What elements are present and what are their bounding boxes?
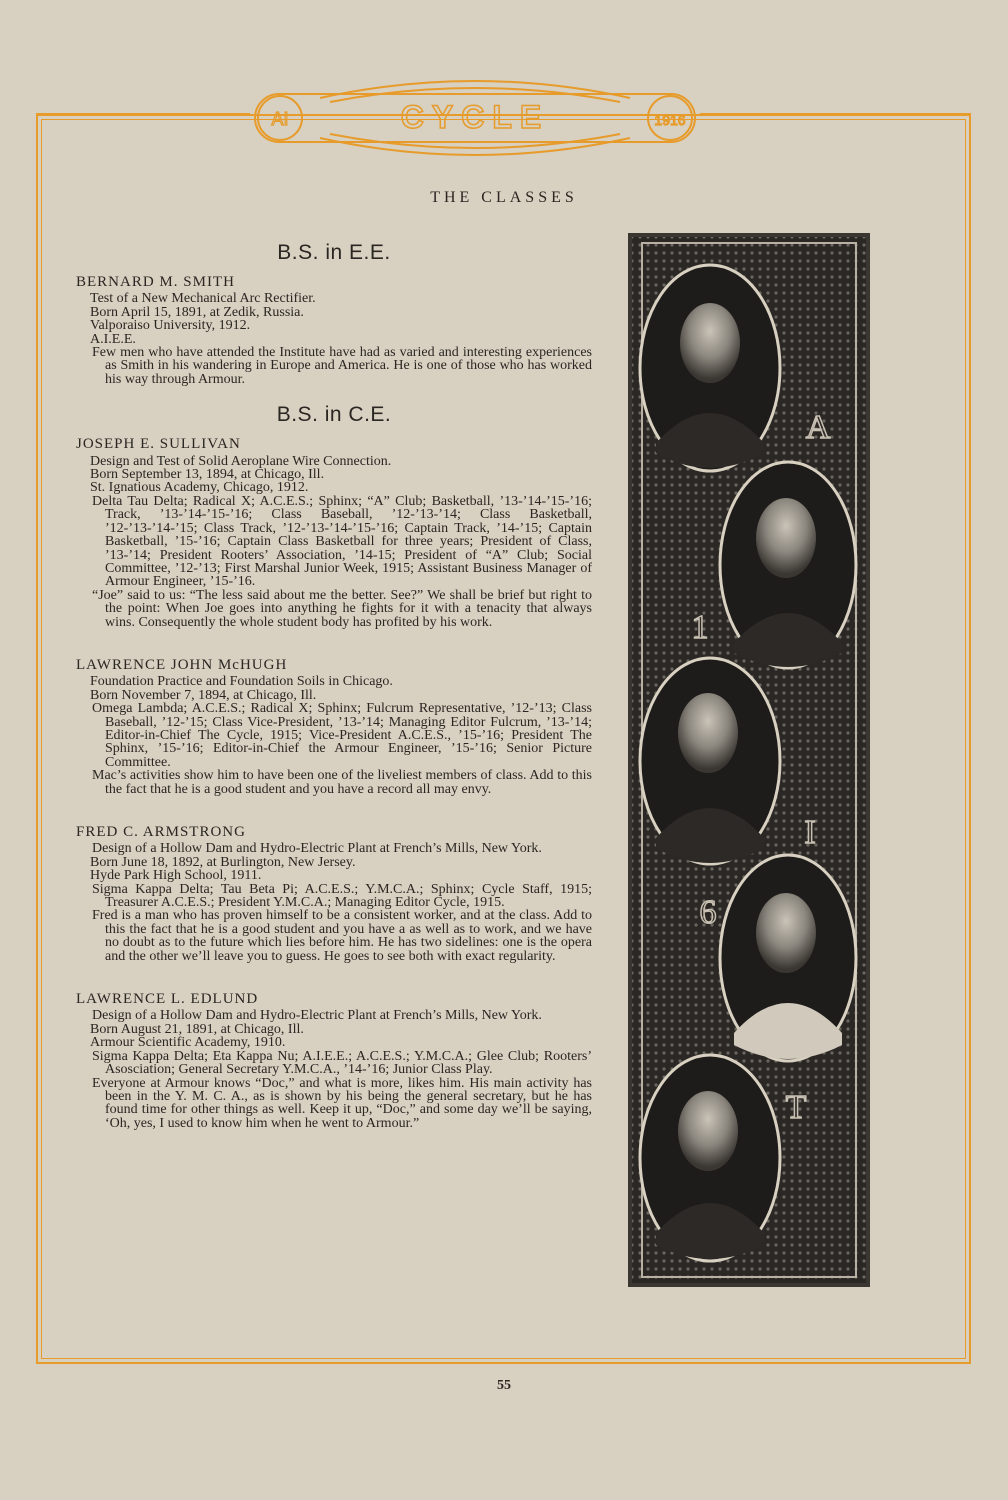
school-line: St. Ignatious Academy, Chicago, 1912. bbox=[90, 480, 309, 496]
student-description: Fred is a man who has proven himself to be a consistent worker, and at the class. Add to this the fact that he is a good student and you have a as well as to work, and we have no doubt as to the future which lies before him. He has two sidelines: one is the opera and the other we’ll leave you to guess. He goes to see both with exact regularity. bbox=[92, 908, 592, 964]
student-description: “Joe” said to us: “The less said about me the better. See?” We shall be brief but right to the point: When Joe goes into anything he fights for it with a tenacity that always wins. Consequently the whole student body has profited by his work. bbox=[92, 587, 592, 630]
birth-line: Born November 7, 1894, at Chicago, Ill. bbox=[90, 687, 317, 703]
student-activities: Omega Lambda; A.C.E.S.; Radical X; Sphinx; Fulcrum Representative, ’12-’13; Class Baseball, ’12-’15; Class Vice-President, ’13-’14; Managing Editor Fulcrum, ’13-’14; Editor-in-Chief The Cycle, 1915; Vice-President A.C.E.S., ’15-’16; President The Sphinx, ’15-’16; Editor-in-Chief the Armour Engineer, ’15-’16; Senior Picture Committee. bbox=[92, 701, 592, 770]
banner-title: CYCLE bbox=[400, 99, 550, 135]
student-name: LAWRENCE JOHN McHUGH bbox=[76, 656, 288, 673]
student-entry bbox=[76, 993, 592, 1130]
header-rules bbox=[36, 104, 971, 124]
student-activities: Sigma Kappa Delta; Eta Kappa Nu; A.I.E.E.; A.C.E.S.; Y.M.C.A.; Glee Club; Rooters’ Asosciation; General Secretary Y.M.C.A., ’14-’16; Junior Class Play. bbox=[92, 1048, 592, 1078]
school-line: Valporaiso University, 1912. bbox=[90, 318, 251, 334]
student-entry bbox=[76, 276, 592, 386]
student-entry bbox=[76, 438, 592, 629]
student-activities: Sigma Kappa Delta; Tau Beta Pi; A.C.E.S.; Y.M.C.A.; Sphinx; Cycle Staff, 1915; Treasurer A.C.E.S.; President Y.M.C.A.; Managing Editor Cycle, 1915. bbox=[92, 881, 592, 911]
panel-letter: I bbox=[804, 814, 816, 851]
student-name: JOSEPH E. SULLIVAN bbox=[76, 436, 241, 453]
panel-letter: 1 bbox=[691, 609, 709, 646]
student-description: Mac’s activities show him to have been one of the liveliest members of class. Add to this the fact that he is a good student and you have a record all may envy. bbox=[92, 768, 592, 797]
birth-line: Born June 18, 1892, at Burlington, New Jersey. bbox=[90, 854, 356, 870]
school-line: Armour Scientific Academy, 1910. bbox=[90, 1035, 286, 1051]
degree-heading: B.S. in C.E. bbox=[276, 403, 392, 427]
thesis-line: Design of a Hollow Dam and Hydro-Electric Plant at French’s Mills, New York. bbox=[92, 1008, 542, 1024]
student-description: Everyone at Armour knows “Doc,” and what is more, likes him. His main activity has been in the Y. M. C. A., as is shown by his being the general secretary, but he has found time for other things as well. Keep it up, “Doc,” and some day we’ll be saying, ‘Oh, yes, I used to know him when he went to Armour.” bbox=[92, 1075, 592, 1131]
thesis-line: Design of a Hollow Dam and Hydro-Electric Plant at French’s Mills, New York. bbox=[92, 841, 542, 857]
birth-line: Born August 21, 1891, at Chicago, Ill. bbox=[90, 1021, 304, 1037]
school-line: Hyde Park High School, 1911. bbox=[90, 868, 262, 884]
panel-letter: T bbox=[785, 1089, 807, 1126]
thesis-line: Foundation Practice and Foundation Soils in Chicago. bbox=[90, 674, 393, 690]
portrait-5 bbox=[640, 1055, 780, 1261]
portrait-1 bbox=[640, 265, 780, 471]
section-heading: THE CLASSES bbox=[430, 189, 578, 206]
text-column bbox=[76, 236, 592, 1160]
student-entry bbox=[76, 826, 592, 963]
right-emblem: 1916 bbox=[654, 112, 686, 128]
panel-letter: A bbox=[805, 409, 831, 446]
portrait-2 bbox=[720, 462, 856, 668]
student-activities: Delta Tau Delta; Radical X; A.C.E.S.; Sphinx; “A” Club; Basketball, ’13-’14-’15-’16; Track, ’13-’14-’15-’16; Class Baseball, ’12-’13-’14; Class Basketball, ’12-’13-’14-’15; Class Track, ’12-’13-’14-’15-’16; Captain Track, ’14-’15; Captain Basketball, ’15-’16; Captain Class Basketball for three years; President of Class, ’13-’14; President Rooters’ Association, ’14-15; President of “A” Club; Social Committee, ’12-’13; First Marshal Junior Week, 1915; Assistant Business Manager of Armour Engineer, ’15-’16. bbox=[92, 493, 592, 590]
left-emblem: AI bbox=[271, 109, 289, 129]
portrait-3 bbox=[640, 658, 780, 864]
student-name: LAWRENCE L. EDLUND bbox=[76, 991, 259, 1008]
student-entry bbox=[76, 656, 592, 797]
birth-line: Born April 15, 1891, at Zedik, Russia. bbox=[90, 304, 304, 320]
student-name: FRED C. ARMSTRONG bbox=[76, 824, 246, 840]
thesis-line: Test of a New Mechanical Arc Rectifier. bbox=[90, 291, 316, 307]
birth-line: Born September 13, 1894, at Chicago, Ill. bbox=[90, 467, 325, 483]
portrait-panel bbox=[628, 233, 870, 1287]
student-description: Few men who have attended the Institute have had as varied and interesting experiences as Smith in his wandering in Europe and America. He is one of those who has worked his way through Armour. bbox=[92, 345, 592, 387]
portrait-4 bbox=[720, 855, 856, 1061]
activities-line: A.I.E.E. bbox=[90, 331, 136, 347]
degree-heading: B.S. in E.E. bbox=[277, 241, 391, 264]
student-name: BERNARD M. SMITH bbox=[76, 274, 235, 290]
thesis-line: Design and Test of Solid Aeroplane Wire Connection. bbox=[90, 453, 392, 469]
panel-letter: 6 bbox=[699, 894, 717, 931]
page-number: 55 bbox=[497, 1378, 511, 1393]
